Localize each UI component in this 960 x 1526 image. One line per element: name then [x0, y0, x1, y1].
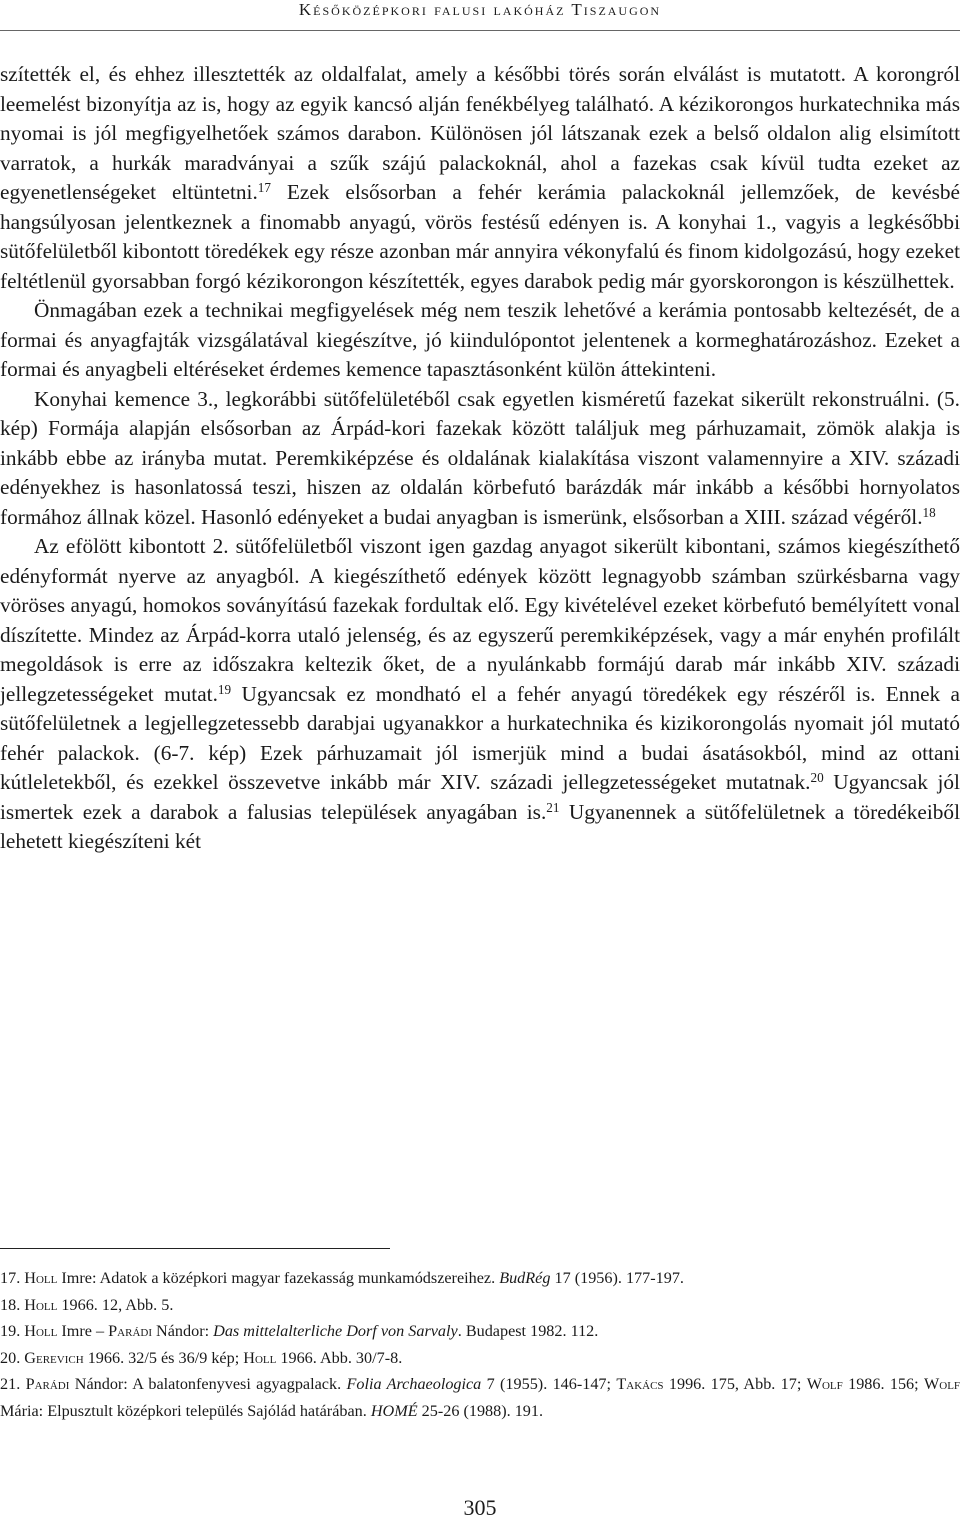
text-run: Önmagában ezek a technikai megfigyelések még nem teszik lehetővé a kerámia pontosabb keltezését, de a formai és anyagfajták vizsgálatával kiegészítve, jó kiindulópontot jelentenek a kormeghatározáshoz. Ezeket a formai és anyagbeli eltéréseket érdemes kemence tapasztásonként külön áttekinteni. [0, 298, 960, 381]
footnote-text: Imre: Adatok a középkori magyar fazekasság munkamódszereihez. [57, 1269, 500, 1287]
header-rule [0, 30, 960, 31]
text-run: Ugyancsak ez mondható el a fehér anyagú töredékek egy részéről is. Ennek a sütőfelületnek a legjellegzetessebb darabjai ugyanakkor a hurkatechnika és kizikorongolás nyomait jól mutató fehér palackok. (6-7. kép) Ezek párhuzamait jól ismerjük mind a budai ásatásokból, mind az ottani kútleletekből, és ezekkel összevetve inkább már XIV. századi jellegzetességeket mutatnak. [0, 681, 960, 794]
footnote-text: 1986. 156; [842, 1375, 924, 1393]
author-name: Holl [24, 1295, 58, 1314]
text-run: Az efölött kibontott 2. sütőfelületből viszont igen gazdag anyagot sikerült kibontani, számos kiegészíthető edényformát nyerve az anyagból. A kiegészíthető edények között legnagyobb számban szürkésbarna vagy vöröses anyagú, homokos soványítású fazekak fordultak elő. Egy kivételével ezeket körbefutó bemélyített vonal díszítette. Mindez az Árpád-korra utaló jelenség, és az egyszerű peremkiképzések, vagy a már enyhén profilált megoldások is erre az időszakra keltezik őket, de a nyulánkabb formájú darab már inkább XIV. századi jellegzetességeket mutat. [0, 534, 960, 706]
footnote-text: . Budapest 1982. 112. [457, 1322, 599, 1340]
footnote-number: 17. [0, 1269, 25, 1287]
footnote-rule [0, 1248, 390, 1249]
paragraph-1 [0, 60, 960, 296]
footnote-text: Imre – [57, 1322, 109, 1340]
text-run: Konyhai kemence 3., legkorábbi sütőfelületéből csak egyetlen kisméretű fazekat sikerült rekonstruálni. (5. kép) Formája alapján elsősorban az Árpád-kori fazekak között találjuk meg párhuzamait, zömök alakja is inkább ebbe az irányba mutat. Peremkiképzése és oldalának kialakítása viszont valamennyire a XIV. századi edényekhez is hasonlatossá teszi, hiszen az oldalán körbefutó barázdák már inkább a későbbi hornyolatos formához állnak közel. Hasonló edényeket a budai anyagban is ismerünk, elsősorban a XIII. század végéről. [0, 386, 960, 529]
footnote-number: 18. [0, 1295, 25, 1314]
footnote-text: Nándor: A balatonfenyvesi agyagpalack. [69, 1375, 347, 1393]
footnote-21 [0, 1371, 960, 1424]
footnote-ref-18[interactable]: 18 [922, 504, 936, 520]
author-name: Holl [24, 1269, 58, 1287]
text-run: Ezek elsősorban a fehér kerámia palackoknál jellemzőek, de kevésbé hangsúlyosan jelentkeznek a finomabb anyagú, vörös festésű edényen is. A konyhai 1., vagyis a legkésőbbi sütőfelületből kibontott töredékek egy része azonban már annyira vékonyfalú és finom kidolgozású, hogy ezeket feltétlenül gyorsabban forgó kézikorongon készítették, egyes darabok pedig már gyorskorongon is készülhettek. [0, 180, 960, 293]
author-name: Parádi [108, 1322, 152, 1340]
footnote-text: 17 (1956). 177-197. [550, 1269, 684, 1287]
footnote-17 [0, 1265, 960, 1292]
footnote-20 [0, 1345, 960, 1372]
footnote-text: 25-26 (1988). 191. [417, 1401, 544, 1420]
page-number: 305 [463, 1495, 497, 1520]
footnote-18 [0, 1292, 960, 1319]
text-run: Ugyancsak jól ismertek ezek a darabok a falusias települések anyagában is. [0, 770, 960, 824]
paragraph-2 [0, 296, 960, 385]
footnote-text: 1966. 32/5 és 36/9 kép; [83, 1348, 244, 1367]
author-name: Gerevich [24, 1348, 84, 1367]
footnote-ref-19[interactable]: 19 [217, 681, 232, 697]
book-title: Das mittelalterliche Dorf von Sarvaly [213, 1322, 458, 1340]
footnote-19 [0, 1318, 960, 1345]
author-name: Holl [24, 1322, 58, 1340]
footnote-ref-17[interactable]: 17 [257, 179, 271, 195]
journal-title: HOMÉ [370, 1401, 418, 1420]
author-name: Takács [616, 1375, 664, 1393]
paragraph-3 [0, 385, 960, 533]
journal-title: Folia Archaeologica [346, 1375, 482, 1393]
footnotes [0, 1265, 960, 1424]
footnote-number: 20. [0, 1348, 25, 1367]
footnote-text: Mária: Elpusztult középkori település Sajólád határában. [0, 1401, 371, 1420]
author-name: Holl [243, 1348, 277, 1367]
footnote-text: 1966. 12, Abb. 5. [57, 1295, 174, 1314]
paragraph-4 [0, 532, 960, 857]
journal-title: BudRég [499, 1269, 551, 1287]
footnote-ref-20[interactable]: 20 [810, 769, 824, 785]
footnote-number: 21. [0, 1375, 26, 1393]
text-run: szítették el, és ehhez illesztették az oldalfalat, amely a későbbi törés során elválást is mutatott. A korongról leemelést bizonyítja az is, hogy az egyik kancsó alján fenékbélyeg található. A kézikorongos hurkatechnika más nyomai is jól megfigyelhetőek számos darabon. Különösen jól látszanak ezek a belső oldalon alig elsimított varratok, a hurkák maradványai a szűk szájú palackoknál, ahol a fazekas csak kívül tudta ezeket az egyenetlenségeket eltüntetni. [0, 62, 960, 204]
footnote-text: 7 (1955). 146-147; [481, 1375, 617, 1393]
footnote-text: 1966. Abb. 30/7-8. [276, 1348, 403, 1367]
running-head: Későközépkori falusi lakóház Tiszaugon [298, 0, 662, 19]
author-name: Parádi [25, 1375, 70, 1393]
footnote-number: 19. [0, 1322, 25, 1340]
footnote-ref-21[interactable]: 21 [546, 799, 560, 815]
author-name: Wolf [923, 1375, 960, 1393]
footnote-text: Nándor: [152, 1322, 214, 1340]
footnote-text: 1996. 175, Abb. 17; [663, 1375, 807, 1393]
text-run: Ugyanennek a sütőfelületnek a töredékeiből lehetett kiegészíteni két [0, 799, 960, 853]
author-name: Wolf [806, 1375, 843, 1393]
main-text [0, 60, 960, 857]
